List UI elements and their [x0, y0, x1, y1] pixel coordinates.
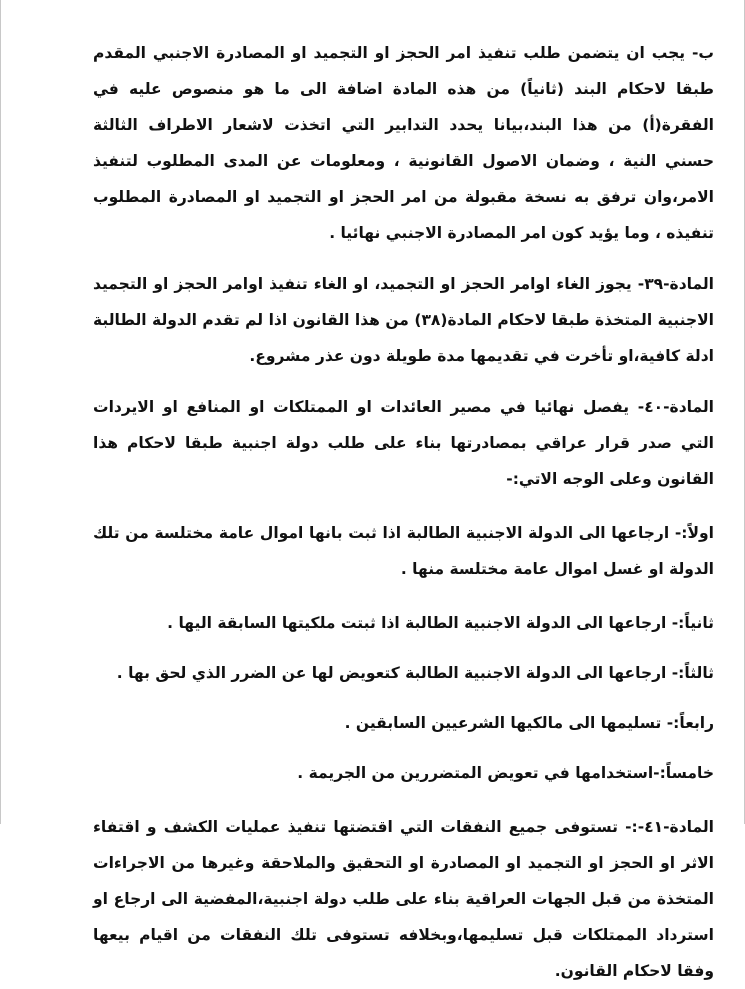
list-item-fifth: خامساً:-استخدامها في تعويض المتضررين من الجريمة . [297, 764, 714, 782]
list-item-first: اولاً:- ارجاعها الى الدولة الاجنبية الطالبة اذا ثبت بانها اموال عامة مختلسة من تلك الدولة او غسل اموال عامة مختلسة منها . [93, 524, 714, 578]
paragraph-article-39: المادة-٣٩- يجوز الغاء اوامر الحجز او التجميد، او الغاء تنفيذ اوامر الحجز او التجميد الاجنبية المتخذة طبقا لاحكام المادة(٣٨) من هذا القانون اذا لم تقدم الدولة الطالبة ادلة كافية،او تأخرت في تقديمها مدة طويلة دون عذر مشروع. [93, 275, 714, 365]
list-item-second: ثانياً:- ارجاعها الى الدولة الاجنبية الطالبة اذا ثبتت ملكيتها السابقة اليها . [167, 614, 714, 632]
paragraph-article-40: المادة-٤٠- يفصل نهائيا في مصير العائدات او الممتلكات او المنافع او الايردات التي صدر قرار عراقي بمصادرتها بناء على طلب دولة اجنبية طبقا لاحكام هذا القانون وعلى الوجه الاتي:- [93, 398, 714, 488]
document-body [93, 35, 714, 989]
list-item-third: ثالثاً:- ارجاعها الى الدولة الاجنبية الطالبة كتعويض لها عن الضرر الذي لحق بها . [116, 664, 714, 682]
paragraph-clause-b: ب- يجب ان يتضمن طلب تنفيذ امر الحجز او التجميد او المصادرة الاجنبي المقدم طبقا لاحكام البند (ثانياً) من هذه المادة اضافة الى ما هو منصوص عليه في الفقرة(أ) من هذا البند،بيانا يحدد التدابير التي اتخذت لاشعار الاطراف الثالثة حسني النية ، وضمان الاصول القانونية ، ومعلومات عن المدى المطلوب لتنفيذ الامر،وان ترفق به نسخة مقبولة من امر الحجز او التجميد او المصادرة المطلوب تنفيذه ، وما يؤيد كون امر المصادرة الاجنبي نهائيا . [93, 44, 714, 242]
list-item-fourth: رابعاً:- تسليمها الى مالكيها الشرعيين السابقين . [344, 714, 714, 732]
paragraph-article-41: المادة-٤١-:- تستوفى جميع النفقات التي اقتضتها تنفيذ عمليات الكشف و اقتفاء الاثر او الحجز او التجميد او المصادرة او التحقيق والملاحقة وغيرها من الاجراءات المتخذة من قبل الجهات العراقية بناء على طلب دولة اجنبية،المفضية الى ارجاع او استرداد الممتلكات قبل تسليمها،وبخلافه تستوفى تلك النفقات من اقيام بيعها وفقا لاحكام القانون. [93, 818, 714, 980]
